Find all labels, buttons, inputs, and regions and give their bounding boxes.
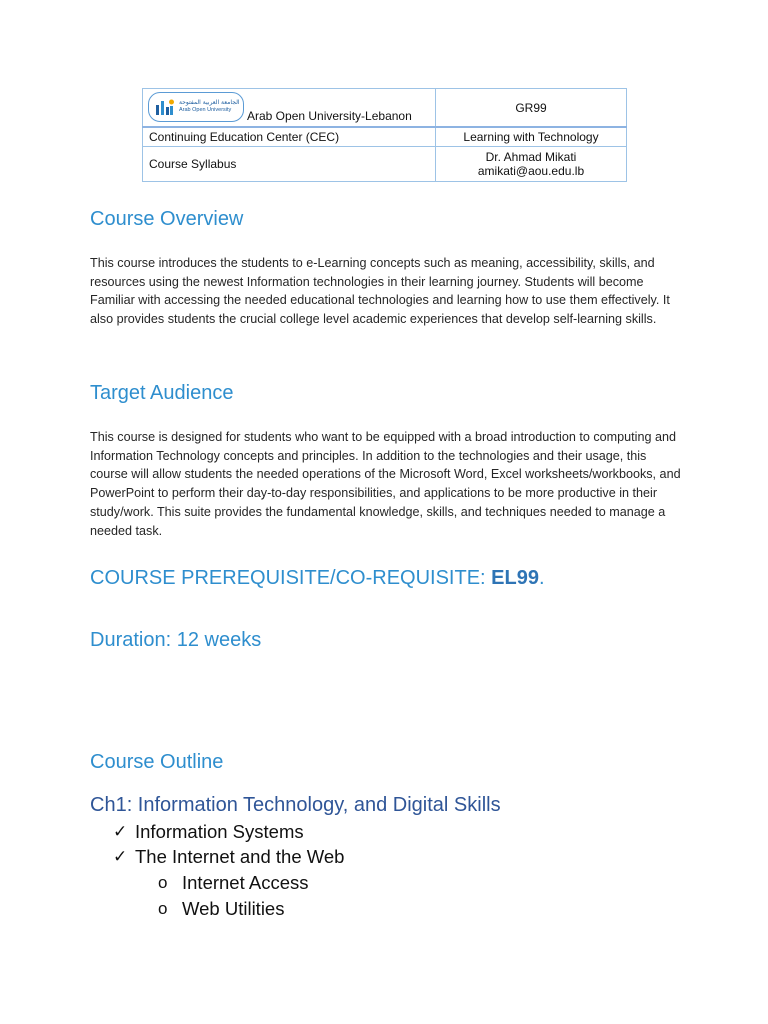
outline-subitem-label: Web Utilities xyxy=(182,898,285,919)
outline-item-label: Information Systems xyxy=(135,821,304,842)
overview-text-a: This course introduces the students to e-Learning concepts such as meaning, accessibility, skills, and resources using the newest Information technologies in their learning journey. Students will become Familiar with accessing the needed educational technologies and learning how to use them effectively. xyxy=(90,256,660,308)
outline-item xyxy=(113,821,304,843)
syllabus-header-table xyxy=(142,88,627,182)
center-name: Continuing Education Center (CEC) xyxy=(143,127,436,147)
university-name: Arab Open University-Lebanon xyxy=(247,109,412,123)
prerequisite-label: COURSE PREREQUISITE/CO-REQUISITE: xyxy=(90,567,492,589)
outline-item xyxy=(113,846,344,868)
aou-logo xyxy=(148,92,244,122)
document-type: Course Syllabus xyxy=(143,147,436,182)
logo-english-text: Arab Open University xyxy=(179,107,232,114)
aou-logo-mark-icon xyxy=(155,97,175,117)
overview-heading: Course Overview xyxy=(90,208,244,230)
checkmark-icon: ✓ xyxy=(113,822,128,841)
outline-heading: Course Outline xyxy=(90,751,224,773)
chapter-heading: Ch1: Information Technology, and Digital Skills xyxy=(90,794,501,816)
course-code: GR99 xyxy=(436,89,627,128)
university-cell xyxy=(143,89,436,128)
instructor-cell xyxy=(436,147,627,182)
overview-paragraph xyxy=(90,254,682,329)
circle-bullet-icon: o xyxy=(158,899,168,918)
audience-heading: Target Audience xyxy=(90,382,234,404)
prerequisite-end: . xyxy=(538,567,545,589)
instructor-name: Dr. Ahmad Mikati xyxy=(485,150,577,164)
instructor-email: amikati@aou.edu.lb xyxy=(477,164,585,178)
outline-subitem xyxy=(158,872,308,894)
duration-heading: Duration: 12 weeks xyxy=(90,629,262,651)
logo-arabic-text: الجامعة العربية المفتوحة xyxy=(179,99,240,107)
prerequisite-code: EL99 xyxy=(491,567,539,589)
course-title: Learning with Technology xyxy=(436,127,627,147)
outline-subitem-label: Internet Access xyxy=(182,872,309,893)
circle-bullet-icon: o xyxy=(158,873,168,892)
overview-text-b: It also provides students the crucial college level academic experiences that develop self-learning skills. xyxy=(90,293,670,327)
audience-paragraph: This course is designed for students who want to be equipped with a broad introduction to computing and Information Technology concepts and principles. In addition to the technologies and their usage, this course will allow students the needed operations of the Microsoft Word, Excel worksheets/workbooks, and PowerPoint to perform their day-to-day responsibilities, and applications to be more productive in their study/work. This suite provides the fundamental knowledge, skills, and techniques needed to manage a needed task. xyxy=(90,430,681,538)
outline-subitem xyxy=(158,898,284,920)
outline-item-label: The Internet and the Web xyxy=(135,846,345,867)
checkmark-icon: ✓ xyxy=(113,847,128,866)
prerequisite-heading xyxy=(90,567,545,590)
